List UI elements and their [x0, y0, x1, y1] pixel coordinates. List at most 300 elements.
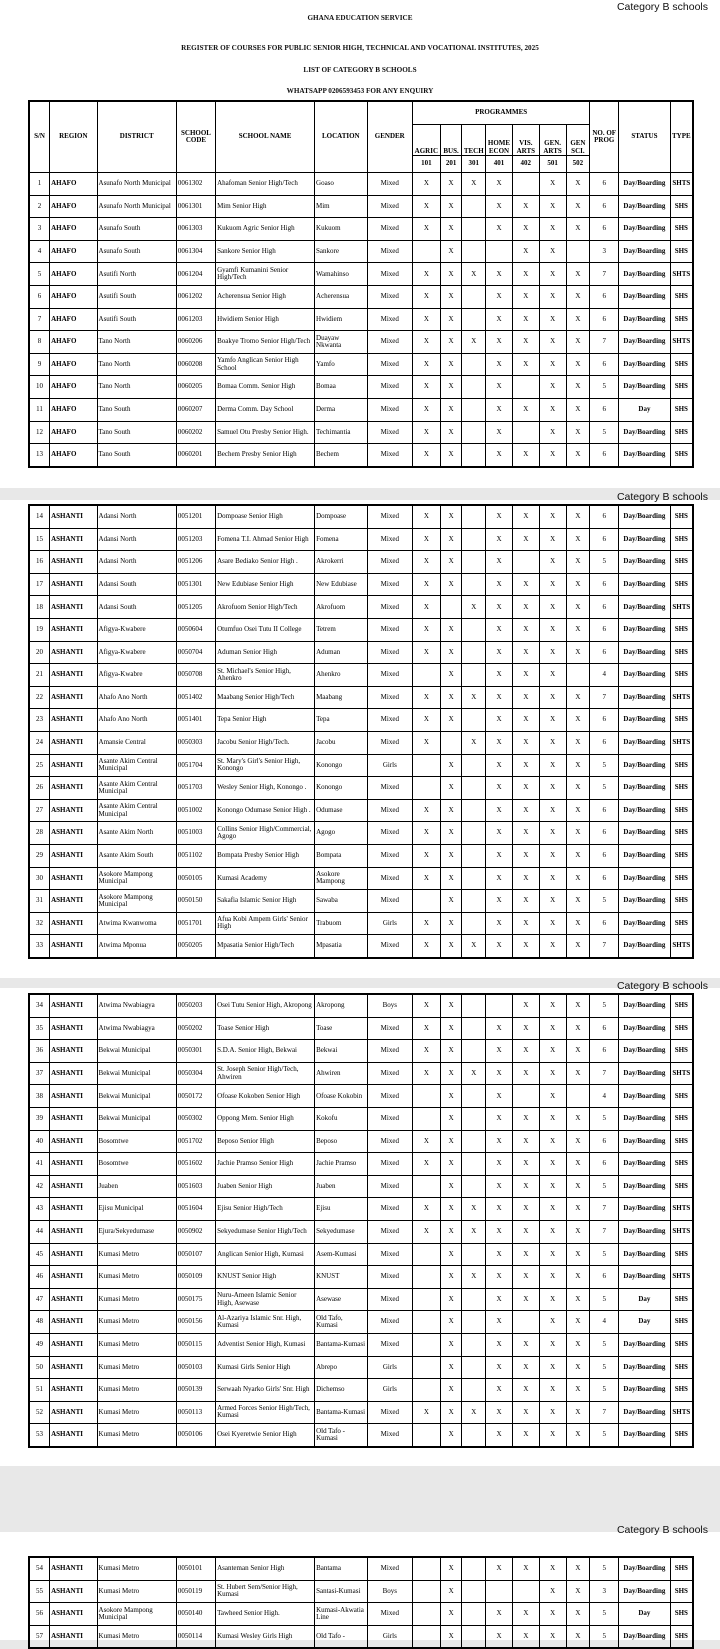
cell-vis-arts: X	[512, 573, 539, 596]
cell-status: Day/Boarding	[619, 1557, 671, 1580]
cell-tech	[462, 1424, 486, 1447]
cell-gender: Girls	[367, 912, 412, 935]
cell-home-econ: X	[486, 1220, 513, 1243]
cell-type: SHS	[670, 709, 693, 732]
cell-vis-arts: X	[512, 331, 539, 354]
cell-status: Day/Boarding	[619, 1243, 671, 1266]
cell-code: 0050140	[176, 1603, 215, 1626]
cell-type: SHS	[670, 822, 693, 845]
cell-gen-arts: X	[539, 1603, 566, 1626]
cell-sn: 42	[29, 1175, 50, 1198]
cell-gen-arts: X	[539, 1557, 566, 1580]
cell-type: SHS	[670, 641, 693, 664]
cell-type: SHS	[670, 551, 693, 574]
cell-agric: X	[412, 398, 440, 421]
cell-bus: X	[440, 1175, 462, 1198]
cell-gen-sci: X	[566, 263, 590, 286]
cell-location: Dompoase	[315, 505, 368, 528]
cell-no-prog: 5	[590, 1107, 619, 1130]
cell-gen-sci: X	[566, 173, 590, 196]
cell-agric	[413, 1424, 441, 1447]
cell-tech	[462, 799, 486, 822]
cell-home-econ: X	[486, 596, 513, 619]
cell-gender: Mixed	[367, 1107, 412, 1130]
cell-agric: X	[413, 1017, 441, 1040]
cell-gender: Mixed	[367, 1040, 412, 1063]
cell-status: Day/Boarding	[619, 573, 671, 596]
cell-gen-arts: X	[539, 398, 566, 421]
cell-sn: 32	[29, 912, 50, 935]
col-header-status: STATUS	[619, 101, 671, 173]
cell-district: Afigya-Kwabre	[97, 664, 176, 687]
cell-vis-arts: X	[512, 1220, 539, 1243]
cell-name: Serwaah Nyarko Girls' Snr. High	[216, 1379, 315, 1402]
cell-name: Asare Bediako Senior High .	[216, 551, 315, 574]
table-row	[29, 1333, 693, 1356]
cell-name: Collins Senior High/Commercial, Agogo	[216, 822, 315, 845]
cell-gender: Mixed	[367, 308, 412, 331]
cell-region: ASHANTI	[50, 844, 97, 867]
cell-bus: X	[440, 331, 462, 354]
cell-name: Nuru-Ameen Islamic Senior High, Asewase	[216, 1288, 315, 1311]
cell-tech	[462, 994, 486, 1017]
cell-name: Yamfo Anglican Senior High School	[216, 353, 315, 376]
prog-code: 201	[440, 156, 462, 173]
cell-bus: X	[440, 1603, 462, 1626]
cell-agric: X	[413, 867, 441, 890]
cell-region: ASHANTI	[50, 994, 97, 1017]
cell-status: Day/Boarding	[619, 263, 671, 286]
cell-sn: 52	[29, 1401, 50, 1424]
cell-district: Adansi North	[97, 551, 176, 574]
cell-sn: 16	[29, 551, 50, 574]
cell-location: Ejisu	[315, 1198, 368, 1221]
cell-district: Kumasi Metro	[97, 1557, 176, 1580]
cell-vis-arts: X	[512, 641, 539, 664]
cell-no-prog: 5	[590, 1243, 619, 1266]
cell-type: SHS	[670, 890, 693, 913]
cell-no-prog: 6	[590, 528, 619, 551]
cell-no-prog: 5	[590, 1356, 619, 1379]
cell-agric: X	[412, 421, 440, 444]
cell-name: Sekyedumase Senior High/Tech	[216, 1220, 315, 1243]
cell-agric: X	[413, 505, 441, 528]
cell-agric	[413, 1311, 441, 1334]
cell-code: 0050708	[176, 664, 215, 687]
cell-vis-arts: X	[512, 1107, 539, 1130]
cell-no-prog: 6	[590, 398, 619, 421]
table-row	[29, 376, 693, 399]
cell-location: Agogo	[315, 822, 368, 845]
cell-tech	[462, 308, 486, 331]
cell-home-econ: X	[486, 173, 513, 196]
cell-location: Kukuom	[315, 218, 368, 241]
cell-gen-sci: X	[566, 1580, 590, 1603]
cell-status: Day/Boarding	[619, 551, 671, 574]
cell-code: 0050203	[176, 994, 215, 1017]
cell-gender: Mixed	[367, 1401, 412, 1424]
cell-district: Kumasi Metro	[97, 1580, 176, 1603]
cell-status: Day/Boarding	[619, 1424, 671, 1447]
cell-gender: Mixed	[367, 1243, 412, 1266]
cell-status: Day/Boarding	[619, 890, 671, 913]
cell-vis-arts: X	[512, 1288, 539, 1311]
cell-code: 0050105	[176, 867, 215, 890]
cell-location: Derma	[315, 398, 368, 421]
cell-code: 0050175	[176, 1288, 215, 1311]
prog-code: 301	[462, 156, 486, 173]
cell-sn: 15	[29, 528, 50, 551]
cell-location: Bomaa	[315, 376, 368, 399]
cell-type: SHS	[670, 421, 693, 444]
cell-region: ASHANTI	[50, 1625, 97, 1648]
cell-gender: Mixed	[367, 822, 412, 845]
cell-district: Asutifi North	[97, 263, 176, 286]
cell-tech	[462, 822, 486, 845]
cell-location: Konongo	[315, 754, 368, 777]
cell-home-econ: X	[486, 551, 513, 574]
cell-gender: Mixed	[367, 844, 412, 867]
cell-name: Anglican Senior High, Kumasi	[216, 1243, 315, 1266]
cell-status: Day/Boarding	[619, 353, 671, 376]
table-row	[29, 844, 693, 867]
cell-location: Kokofu	[315, 1107, 368, 1130]
cell-sn: 27	[29, 799, 50, 822]
table-row	[29, 1107, 693, 1130]
cell-location: KNUST	[315, 1266, 368, 1289]
prog-code: 402	[512, 156, 539, 173]
prog-label: TECH	[462, 125, 486, 156]
cell-sn: 50	[29, 1356, 50, 1379]
cell-name: Fomena T.I. Ahmad Senior High	[216, 528, 315, 551]
cell-sn: 14	[29, 505, 50, 528]
cell-no-prog: 5	[590, 1333, 619, 1356]
cell-tech	[462, 218, 486, 241]
cell-district: Amansie Central	[97, 731, 176, 754]
cell-bus: X	[440, 1288, 462, 1311]
cell-home-econ: X	[486, 1311, 513, 1334]
cell-gen-sci: X	[566, 867, 590, 890]
table-row	[29, 618, 693, 641]
cell-home-econ: X	[486, 1062, 513, 1085]
cell-gen-sci: X	[566, 528, 590, 551]
cell-agric: X	[412, 195, 440, 218]
cell-agric	[413, 1085, 441, 1108]
cell-bus: X	[440, 1040, 462, 1063]
table-row	[29, 731, 693, 754]
cell-bus: X	[440, 398, 462, 421]
cell-sn: 4	[29, 240, 50, 263]
cell-code: 0051203	[176, 528, 215, 551]
cell-status: Day	[619, 1311, 671, 1334]
table-row	[29, 1062, 693, 1085]
cell-agric: X	[412, 263, 440, 286]
cell-tech: X	[462, 1266, 486, 1289]
cell-vis-arts: X	[512, 285, 539, 308]
cell-region: ASHANTI	[50, 1379, 97, 1402]
cell-no-prog: 5	[590, 1379, 619, 1402]
cell-region: ASHANTI	[50, 1580, 97, 1603]
cell-agric: X	[413, 731, 441, 754]
cell-gen-sci: X	[566, 1603, 590, 1626]
table-row	[29, 686, 693, 709]
register-table	[28, 100, 694, 468]
cell-region: ASHANTI	[50, 799, 97, 822]
cell-tech	[462, 1085, 486, 1108]
cell-name: Jachie Pramso Senior High	[216, 1153, 315, 1176]
cell-gen-arts: X	[539, 709, 566, 732]
cell-type: SHS	[670, 1424, 693, 1447]
cell-location: Sankore	[315, 240, 368, 263]
cell-vis-arts: X	[512, 890, 539, 913]
cell-gen-sci: X	[566, 1266, 590, 1289]
cell-home-econ: X	[486, 822, 513, 845]
register-table	[28, 993, 694, 1448]
cell-region: ASHANTI	[50, 1153, 97, 1176]
cell-status: Day/Boarding	[619, 844, 671, 867]
cell-region: ASHANTI	[50, 1130, 97, 1153]
cell-bus: X	[440, 1311, 462, 1334]
category-label: Category B schools	[616, 1, 708, 13]
cell-gender: Mixed	[367, 1062, 412, 1085]
cell-bus: X	[440, 528, 462, 551]
cell-gen-sci: X	[566, 218, 590, 241]
cell-name: Oppong Mem. Senior High	[216, 1107, 315, 1130]
cell-district: Afigya-Kwabere	[97, 618, 176, 641]
cell-bus: X	[440, 551, 462, 574]
cell-agric: X	[412, 285, 440, 308]
cell-status: Day/Boarding	[619, 331, 671, 354]
cell-vis-arts: X	[512, 1424, 539, 1447]
cell-vis-arts: X	[512, 777, 539, 800]
cell-region: AHAFO	[50, 444, 97, 467]
cell-home-econ: X	[486, 528, 513, 551]
cell-agric: X	[412, 444, 440, 467]
cell-no-prog: 6	[590, 912, 619, 935]
cell-code: 0060205	[176, 376, 215, 399]
register-table	[28, 504, 694, 959]
cell-gen-sci	[566, 240, 590, 263]
cell-vis-arts: X	[512, 822, 539, 845]
cell-code: 0050304	[176, 1062, 215, 1085]
cell-region: ASHANTI	[50, 1107, 97, 1130]
cell-bus: X	[440, 421, 462, 444]
cell-location: Hwidiem	[315, 308, 368, 331]
cell-agric: X	[413, 641, 441, 664]
cell-home-econ: X	[486, 731, 513, 754]
cell-code: 0051701	[176, 912, 215, 935]
cell-sn: 1	[29, 173, 50, 196]
cell-bus: X	[440, 573, 462, 596]
cell-agric: X	[413, 618, 441, 641]
cell-gender: Mixed	[367, 444, 412, 467]
cell-gen-arts: X	[539, 263, 566, 286]
cell-code: 0050156	[176, 1311, 215, 1334]
cell-district: Asunafo South	[97, 240, 176, 263]
cell-no-prog: 5	[590, 1424, 619, 1447]
cell-agric: X	[413, 799, 441, 822]
cell-code: 0050114	[176, 1625, 215, 1648]
cell-home-econ: X	[486, 1625, 513, 1648]
cell-gen-arts: X	[539, 573, 566, 596]
cell-gender: Mixed	[367, 285, 412, 308]
cell-gender: Mixed	[367, 1311, 412, 1334]
cell-location: Old Tafo -	[315, 1625, 368, 1648]
cell-region: ASHANTI	[50, 641, 97, 664]
cell-location: Mpasatia	[315, 935, 368, 958]
cell-region: ASHANTI	[50, 822, 97, 845]
cell-name: Juaben Senior High	[216, 1175, 315, 1198]
cell-gender: Mixed	[367, 1288, 412, 1311]
category-label: Category B schools	[616, 491, 708, 503]
table-row	[29, 240, 693, 263]
cell-gen-sci: X	[566, 1040, 590, 1063]
cell-gen-arts: X	[539, 777, 566, 800]
cell-name: Bomaa Comm. Senior High	[216, 376, 315, 399]
cell-name: Ofoase Kokoben Senior High	[216, 1085, 315, 1108]
cell-status: Day/Boarding	[619, 1625, 671, 1648]
cell-district: Atwima Nwabiagya	[97, 1017, 176, 1040]
table-row	[29, 822, 693, 845]
cell-code: 0051703	[176, 777, 215, 800]
cell-type: SHS	[670, 867, 693, 890]
cell-code: 0061204	[176, 263, 215, 286]
cell-gen-arts: X	[539, 285, 566, 308]
cell-name: St. Mary's Girl's Senior High, Konongo	[216, 754, 315, 777]
cell-agric	[413, 1266, 441, 1289]
cell-gen-sci: X	[566, 1243, 590, 1266]
cell-home-econ: X	[486, 844, 513, 867]
cell-agric	[413, 777, 441, 800]
cell-location: Ofoase Kokobin	[315, 1085, 368, 1108]
cell-home-econ: X	[486, 353, 513, 376]
cell-home-econ: X	[486, 1557, 513, 1580]
cell-gen-arts: X	[539, 1017, 566, 1040]
cell-tech	[462, 618, 486, 641]
cell-gender: Mixed	[367, 641, 412, 664]
cell-gen-arts: X	[539, 1085, 566, 1108]
cell-tech: X	[462, 173, 486, 196]
cell-code: 0061302	[176, 173, 215, 196]
cell-status: Day/Boarding	[619, 1175, 671, 1198]
cell-status: Day/Boarding	[619, 195, 671, 218]
cell-gen-arts: X	[539, 505, 566, 528]
cell-type: SHS	[670, 195, 693, 218]
cell-home-econ: X	[486, 573, 513, 596]
cell-vis-arts: X	[512, 1175, 539, 1198]
cell-no-prog: 6	[590, 218, 619, 241]
cell-bus: X	[440, 1333, 462, 1356]
cell-region: AHAFO	[50, 218, 97, 241]
table-row	[29, 890, 693, 913]
cell-no-prog: 6	[590, 1040, 619, 1063]
cell-gen-arts: X	[539, 1424, 566, 1447]
cell-type: SHTS	[670, 173, 693, 196]
cell-location: Fomena	[315, 528, 368, 551]
cell-code: 0060206	[176, 331, 215, 354]
cell-type: SHS	[670, 1130, 693, 1153]
cell-code: 0051602	[176, 1153, 215, 1176]
cell-code: 0051704	[176, 754, 215, 777]
cell-sn: 2	[29, 195, 50, 218]
cell-bus: X	[440, 353, 462, 376]
cell-name: Osei Kyeretwie Senior High	[216, 1424, 315, 1447]
cell-region: AHAFO	[50, 421, 97, 444]
cell-gen-sci: X	[566, 912, 590, 935]
cell-sn: 10	[29, 376, 50, 399]
cell-no-prog: 5	[590, 551, 619, 574]
cell-code: 0050303	[176, 731, 215, 754]
cell-region: ASHANTI	[50, 528, 97, 551]
cell-vis-arts: X	[512, 709, 539, 732]
cell-status: Day/Boarding	[619, 1130, 671, 1153]
cell-district: Ejisu Municipal	[97, 1198, 176, 1221]
cell-tech: X	[462, 596, 486, 619]
cell-gen-sci: X	[566, 1153, 590, 1176]
cell-sn: 53	[29, 1424, 50, 1447]
cell-region: ASHANTI	[50, 551, 97, 574]
cell-gender: Mixed	[367, 867, 412, 890]
cell-code: 0050106	[176, 1424, 215, 1447]
cell-type: SHS	[670, 1580, 693, 1603]
table-row	[29, 664, 693, 687]
cell-sn: 34	[29, 994, 50, 1017]
cell-region: ASHANTI	[50, 664, 97, 687]
cell-region: ASHANTI	[50, 1401, 97, 1424]
cell-gender: Mixed	[367, 573, 412, 596]
cell-gen-sci: X	[566, 1625, 590, 1648]
cell-no-prog: 7	[590, 935, 619, 958]
cell-type: SHTS	[670, 1401, 693, 1424]
cell-sn: 9	[29, 353, 50, 376]
table-row	[29, 263, 693, 286]
cell-bus: X	[440, 1625, 462, 1648]
cell-vis-arts: X	[512, 1625, 539, 1648]
cell-no-prog: 6	[590, 308, 619, 331]
cell-name: Dompoase Senior High	[216, 505, 315, 528]
cell-tech	[462, 1175, 486, 1198]
register-table	[28, 1556, 694, 1649]
cell-sn: 41	[29, 1153, 50, 1176]
cell-region: ASHANTI	[50, 1603, 97, 1626]
cell-tech	[462, 890, 486, 913]
cell-tech: X	[462, 1220, 486, 1243]
cell-gen-sci: X	[566, 1557, 590, 1580]
cell-location: Dichemso	[315, 1379, 368, 1402]
cell-tech	[462, 912, 486, 935]
cell-type: SHS	[670, 1603, 693, 1626]
cell-tech	[462, 1243, 486, 1266]
cell-type: SHTS	[670, 686, 693, 709]
cell-sn: 30	[29, 867, 50, 890]
table-row	[29, 1356, 693, 1379]
cell-gen-arts: X	[539, 867, 566, 890]
cell-status: Day	[619, 1288, 671, 1311]
cell-agric: X	[413, 686, 441, 709]
cell-status: Day/Boarding	[619, 1085, 671, 1108]
cell-name: Boakye Tromo Senior High/Tech	[216, 331, 315, 354]
cell-gen-arts: X	[539, 664, 566, 687]
cell-sn: 12	[29, 421, 50, 444]
cell-agric: X	[413, 822, 441, 845]
cell-location: Mim	[315, 195, 368, 218]
cell-gen-sci: X	[566, 1424, 590, 1447]
cell-no-prog: 6	[590, 709, 619, 732]
cell-status: Day	[619, 1603, 671, 1626]
cell-tech	[462, 398, 486, 421]
cell-status: Day/Boarding	[619, 240, 671, 263]
cell-district: Bekwai Municipal	[97, 1107, 176, 1130]
